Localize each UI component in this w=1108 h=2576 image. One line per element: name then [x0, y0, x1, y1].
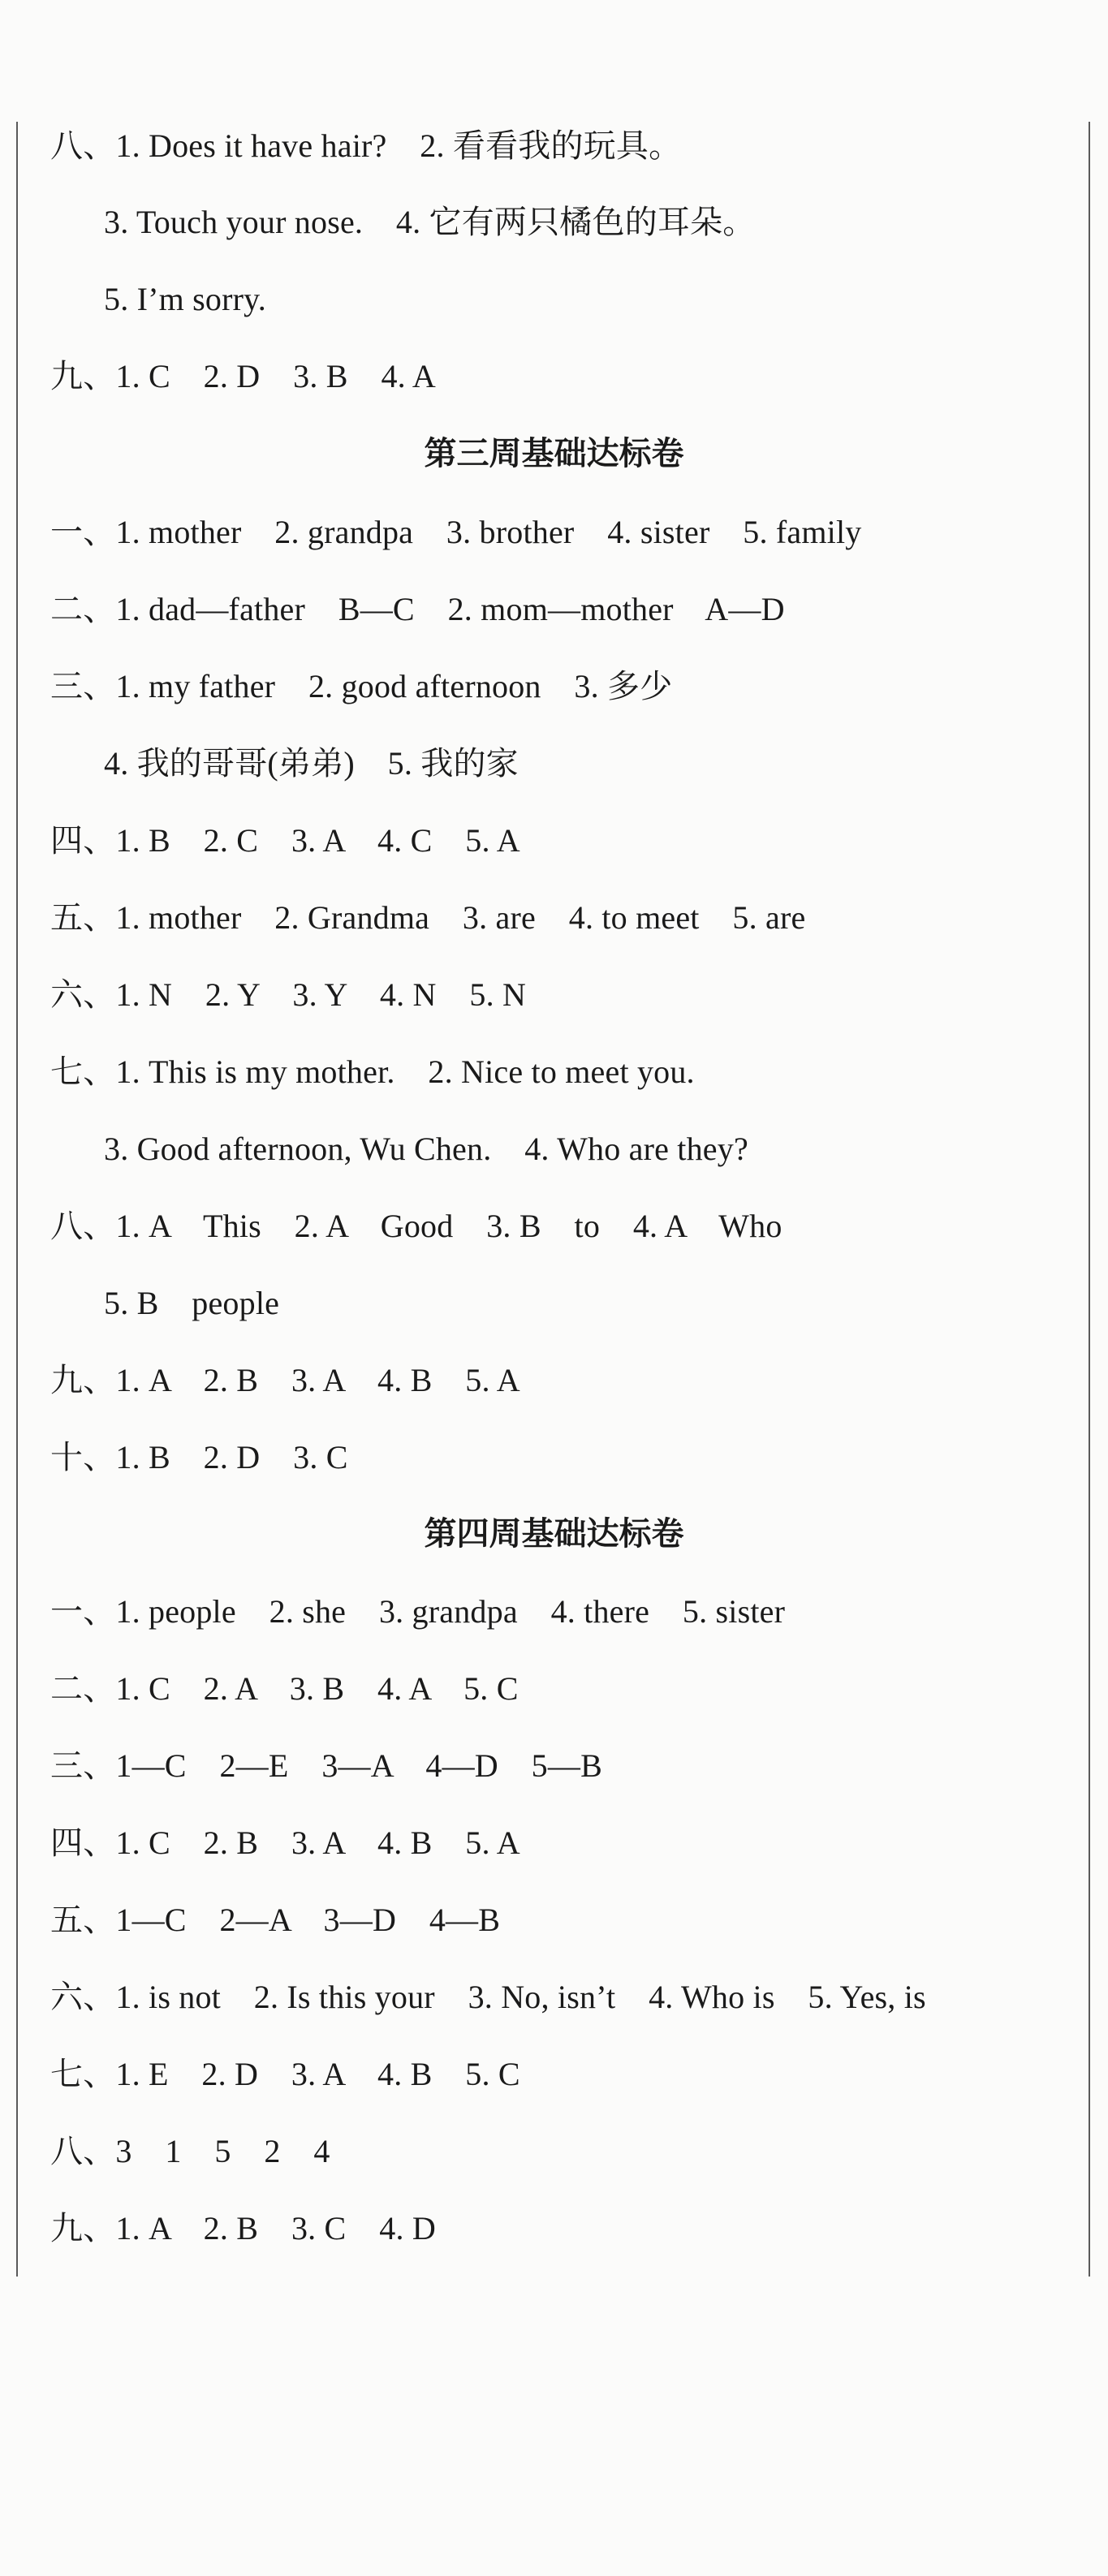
answer-line: 一、1. people 2. she 3. grandpa 4. there 5. sister — [50, 1593, 786, 1630]
answer-line: 三、1. my father 2. good afternoon 3. 多少 — [50, 668, 673, 704]
answer-line: 五、1. mother 2. Grandma 3. are 4. to meet 5. are — [50, 899, 806, 936]
answer-line: 六、1. is not 2. Is this your 3. No, isn’t 4. Who is 5. Yes, is — [50, 1979, 926, 2015]
answer-line: 八、1. Does it have hair? 2. 看看我的玩具。 — [50, 127, 682, 164]
answer-line: 二、1. dad—father B—C 2. mom—mother A—D — [50, 591, 785, 627]
answer-line: 九、1. A 2. B 3. C 4. D — [50, 2210, 436, 2246]
answer-line: 四、1. B 2. C 3. A 4. C 5. A — [50, 822, 520, 859]
answer-line: 七、1. E 2. D 3. A 4. B 5. C — [50, 2056, 520, 2092]
answer-line: 一、1. mother 2. grandpa 3. brother 4. sister 5. family — [50, 514, 862, 550]
answer-line: 3. Good afternoon, Wu Chen. 4. Who are they? — [104, 1131, 748, 1167]
answer-line: 4. 我的哥哥(弟弟) 5. 我的家 — [104, 745, 519, 782]
section-heading-week3: 第三周基础达标卷 — [424, 435, 684, 472]
section-heading-week4: 第四周基础达标卷 — [424, 1515, 684, 1553]
answer-line: 九、1. C 2. D 3. B 4. A — [50, 358, 436, 394]
answer-line: 5. I’m sorry. — [104, 281, 266, 317]
answer-line: 八、3 1 5 2 4 — [50, 2133, 330, 2169]
answer-line: 五、1—C 2—A 3—D 4—B — [50, 1902, 501, 1938]
answer-line: 九、1. A 2. B 3. A 4. B 5. A — [50, 1362, 520, 1398]
answer-line: 3. Touch your nose. 4. 它有两只橘色的耳朵。 — [104, 204, 756, 240]
answer-line: 七、1. This is my mother. 2. Nice to meet you. — [50, 1053, 695, 1090]
answer-line: 四、1. C 2. B 3. A 4. B 5. A — [50, 1824, 520, 1861]
answer-line: 八、1. A This 2. A Good 3. B to 4. A Who — [50, 1208, 782, 1244]
answer-line: 5. B people — [104, 1285, 280, 1321]
answer-line: 六、1. N 2. Y 3. Y 4. N 5. N — [50, 976, 527, 1013]
answer-line: 二、1. C 2. A 3. B 4. A 5. C — [50, 1670, 519, 1707]
answer-line: 三、1—C 2—E 3—A 4—D 5—B — [50, 1747, 602, 1784]
answer-line: 十、1. B 2. D 3. C — [50, 1439, 348, 1475]
